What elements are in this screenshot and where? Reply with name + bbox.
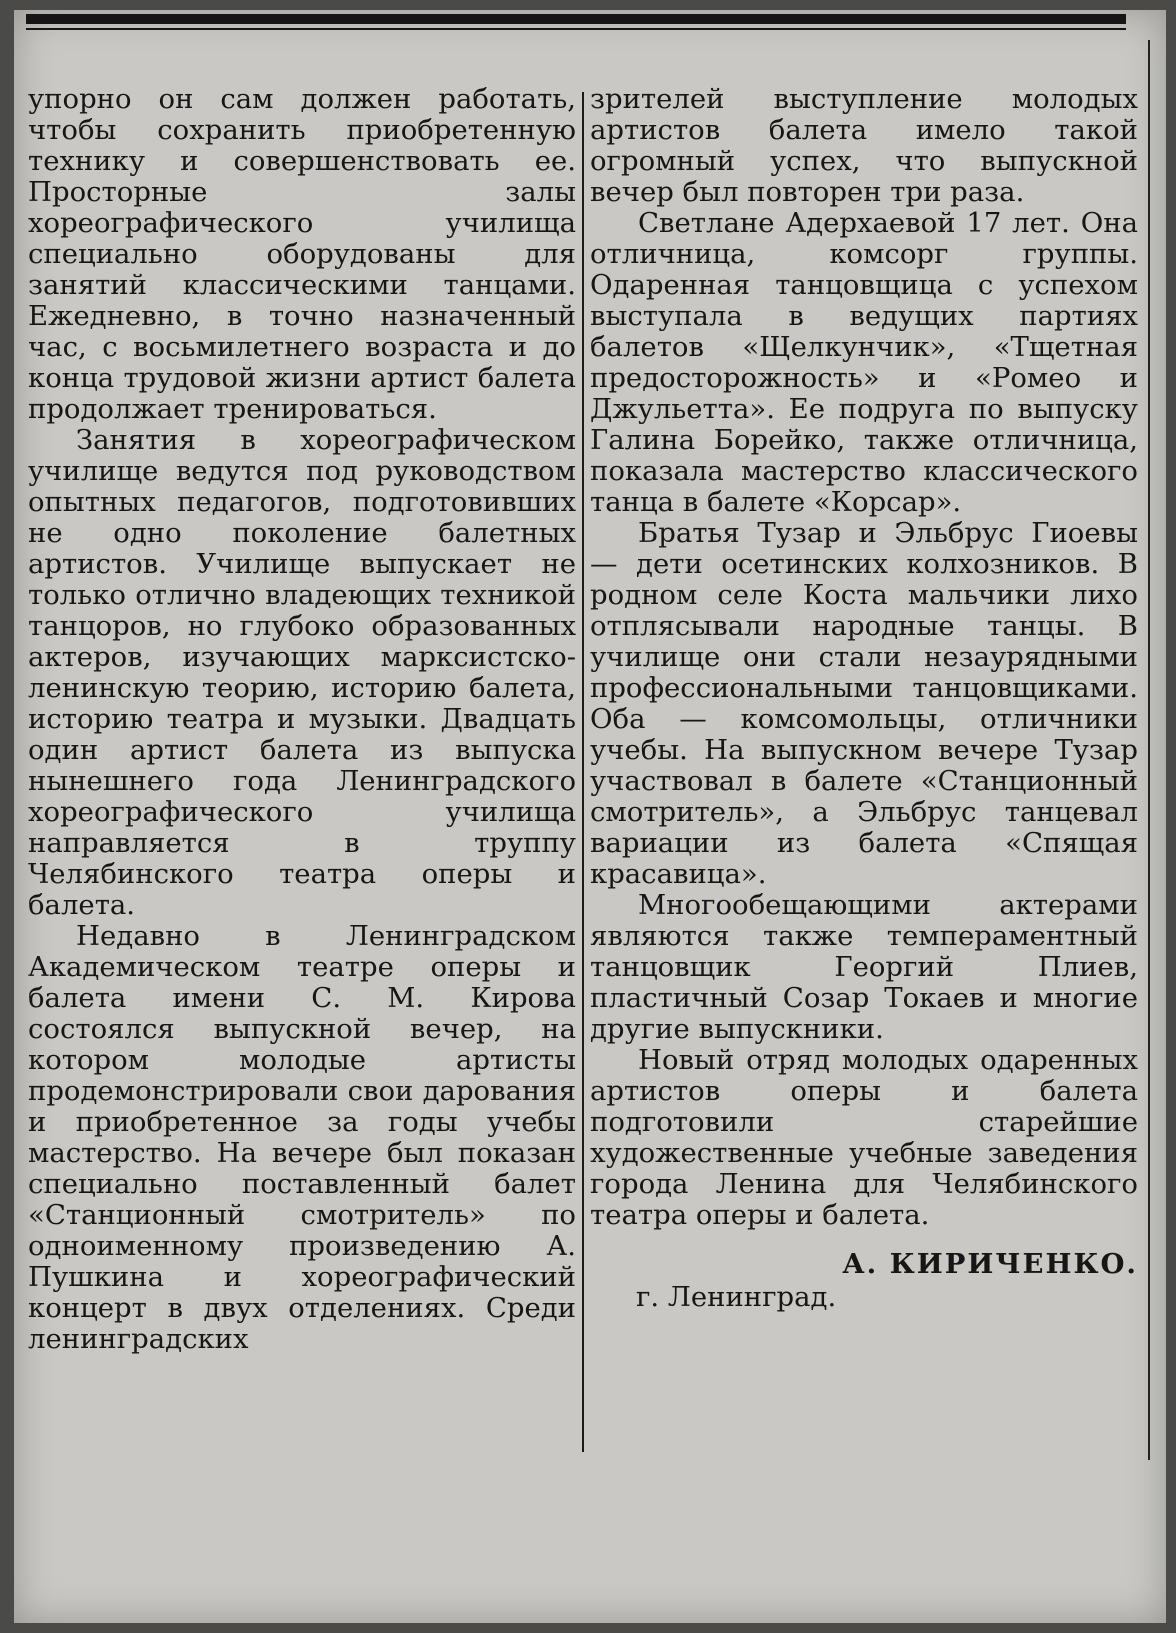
paragraph: Новый отряд молодых одаренных артистов оперы и балета подготовили старейшие художественные учебные заведения города Ленина для Челябинского театра оперы и балета.: [590, 1044, 1138, 1231]
paragraph: Светлане Адерхаевой 17 лет. Она отличница, комсорг группы. Одаренная танцовщица с успехом выступала в ведущих партиях балетов «Щелкунчик», «Тщетная предосторожность» и «Ромео и Джульетта». Ее подруга по выпуску Галина Борейко, также отличница, показала мастерство классического танца в балете «Корсар».: [590, 207, 1138, 518]
paragraph: Занятия в хореографическом училище ведутся под руководством опытных педагогов, подготовивших не одно поколение балетных артистов. Училище выпускает не только отлично владеющих техникой танцоров, но глубоко образованных актеров, изучающих марксистско-ленинскую теорию, историю балета, историю театра и музыки. Двадцать один артист балета из выпуска нынешнего года Ленинградского хореографического училища направляется в труппу Челябинского театра оперы и балета.: [28, 424, 576, 921]
author-signature: А. КИРИЧЕНКО.: [842, 1248, 1138, 1280]
column-divider: [582, 92, 584, 1452]
paragraph: Недавно в Ленинградском Академическом театре оперы и балета имени С. М. Кирова состоялся выпускной вечер, на котором молодые артисты продемонстрировали свои дарования и приобретенное за годы учебы мастерство. На вечере был показан специально поставленный балет «Станционный смотритель» по одноименному произведению А. Пушкина и хореографический концерт в двух отделениях. Среди ленинградских: [28, 920, 576, 1355]
dateline-city: г. Ленинград.: [636, 1281, 837, 1313]
right-edge-rule: [1148, 40, 1150, 1460]
left-column: [28, 84, 576, 1355]
paragraph: зрителей выступление молодых артистов балета имело такой огромный успех, что выпускной вечер был повторен три раза.: [590, 83, 1138, 208]
paragraph: Многообещающими актерами являются также темпераментный танцовщик Георгий Плиев, пластичный Созар Токаев и многие другие выпускники.: [590, 889, 1138, 1045]
paragraph: Братья Тузар и Эльбрус Гиоевы — дети осетинских колхозников. В родном селе Коста мальчики лихо отплясывали народные танцы. В училище они стали незаурядными профессиональными танцовщиками. Оба — комсомольцы, отличники учебы. На выпускном вечере Тузар участвовал в балете «Станционный смотритель», а Эльбрус танцевал вариации из балета «Спящая красавица».: [590, 517, 1138, 890]
top-rule: [26, 14, 1126, 24]
paragraph: упорно он сам должен работать, чтобы сохранить приобретенную технику и совершенствовать ее. Просторные залы хореографического училища специально оборудованы для занятий классическими танцами. Ежедневно, в точно назначенный час, с восьмилетнего возраста и до конца трудовой жизни артист балета продолжает тренироваться.: [28, 83, 576, 425]
right-column: [590, 84, 1138, 1313]
top-rule-thin: [26, 28, 1126, 30]
